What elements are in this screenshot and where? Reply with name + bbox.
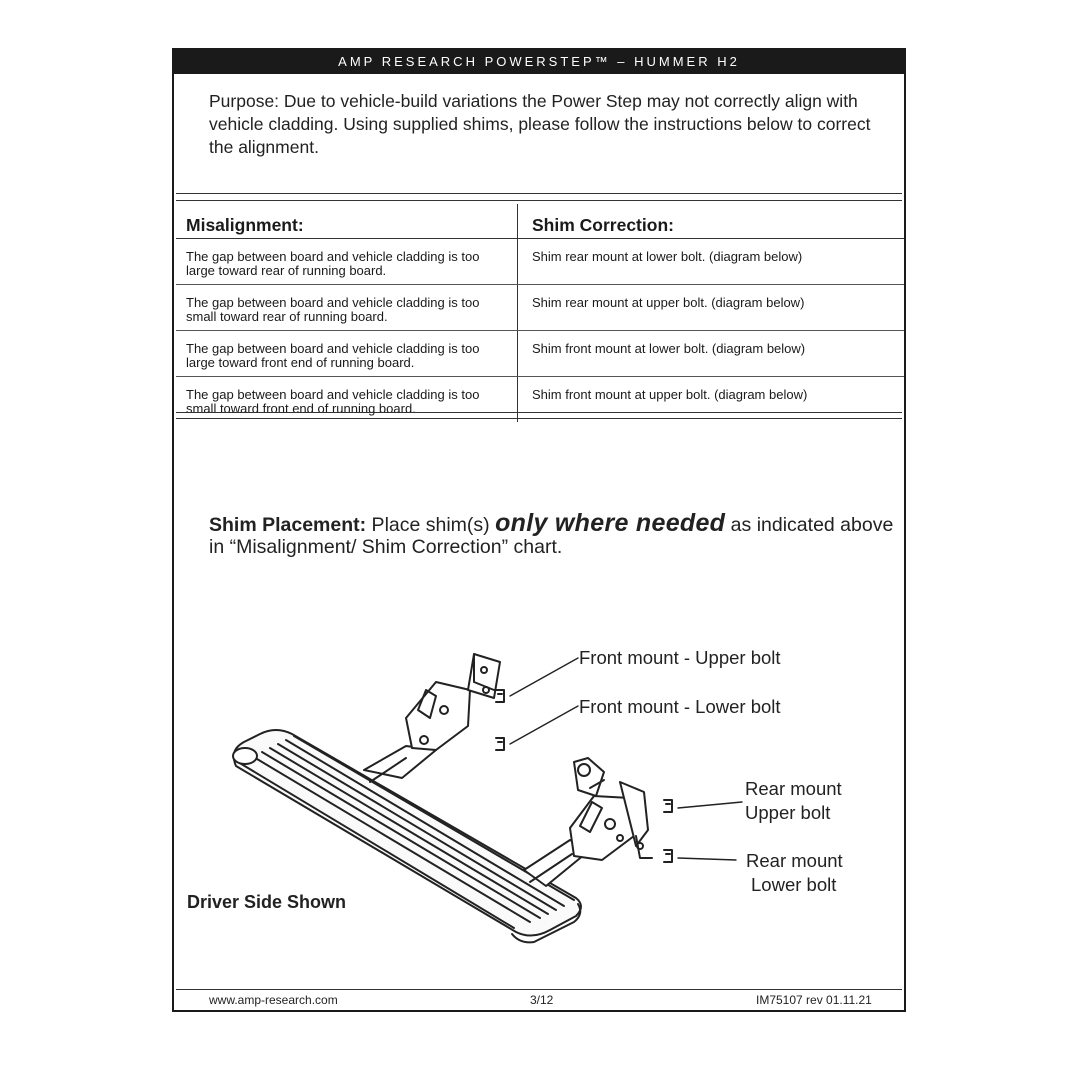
shim-front-lower <box>496 738 504 750</box>
footer-page-number: 3/12 <box>530 993 554 1007</box>
table-cell-correction: Shim front mount at upper bolt. (diagram below) <box>532 387 808 402</box>
table-cell-misalignment: The gap between board and vehicle cladding is too small toward rear of running board. <box>176 285 518 331</box>
shim-front-upper <box>496 690 504 702</box>
purpose-paragraph: Purpose: Due to vehicle-build variations the Power Step may not correctly align with vehicle cladding. Using supplied shims, please follow the instructions below to correct the alignment. <box>209 91 871 157</box>
table-cell-misalignment: The gap between board and vehicle cladding is too small toward front end of running board. <box>176 377 518 423</box>
placement-label: Shim Placement: <box>209 514 367 536</box>
table-cell-correction: Shim front mount at lower bolt. (diagram below) <box>518 331 905 377</box>
column-header-misalignment: Misalignment: <box>176 204 518 239</box>
placement-text-before: Place shim(s) <box>366 514 496 536</box>
table-cell-correction: Shim rear mount at lower bolt. (diagram below) <box>518 239 905 285</box>
footer-document-id: IM75107 rev 01.11.21 <box>756 993 872 1007</box>
manual-page <box>172 48 906 1012</box>
page-header: AMP RESEARCH POWERSTEP™ – HUMMER H2 <box>174 50 904 74</box>
shim-rear-upper <box>664 800 672 812</box>
table-cell-correction: Shim rear mount at upper bolt. (diagram below) <box>518 285 905 331</box>
table-cell-misalignment: The gap between board and vehicle cladding is too large toward front end of running board. <box>176 331 518 377</box>
callout-front-upper-bolt: Front mount - Upper bolt <box>579 647 781 668</box>
callout-rear-upper-line2: Upper bolt <box>745 802 831 823</box>
page-footer <box>176 989 902 1010</box>
callout-front-lower-bolt: Front mount - Lower bolt <box>579 696 781 717</box>
column-header-shim-correction: Shim Correction: <box>518 204 905 239</box>
shim-rear-lower <box>664 850 672 862</box>
callout-rear-upper-line1: Rear mount <box>745 778 842 799</box>
footer-website: www.amp-research.com <box>209 993 338 1007</box>
table-cell-misalignment: The gap between board and vehicle cladding is too large toward rear of running board. <box>176 239 518 285</box>
rear-mount-illustration <box>524 758 652 886</box>
front-mount-illustration <box>364 654 500 782</box>
callout-rear-lower-line2: Lower bolt <box>751 874 837 895</box>
placement-emphasis: only where needed <box>495 509 726 537</box>
diagram-caption: Driver Side Shown <box>187 892 347 912</box>
callout-rear-lower-line1: Rear mount <box>746 850 843 871</box>
placement-text-after: as indicated above in “Misalignment/ Shim Correction” chart. <box>209 514 894 558</box>
